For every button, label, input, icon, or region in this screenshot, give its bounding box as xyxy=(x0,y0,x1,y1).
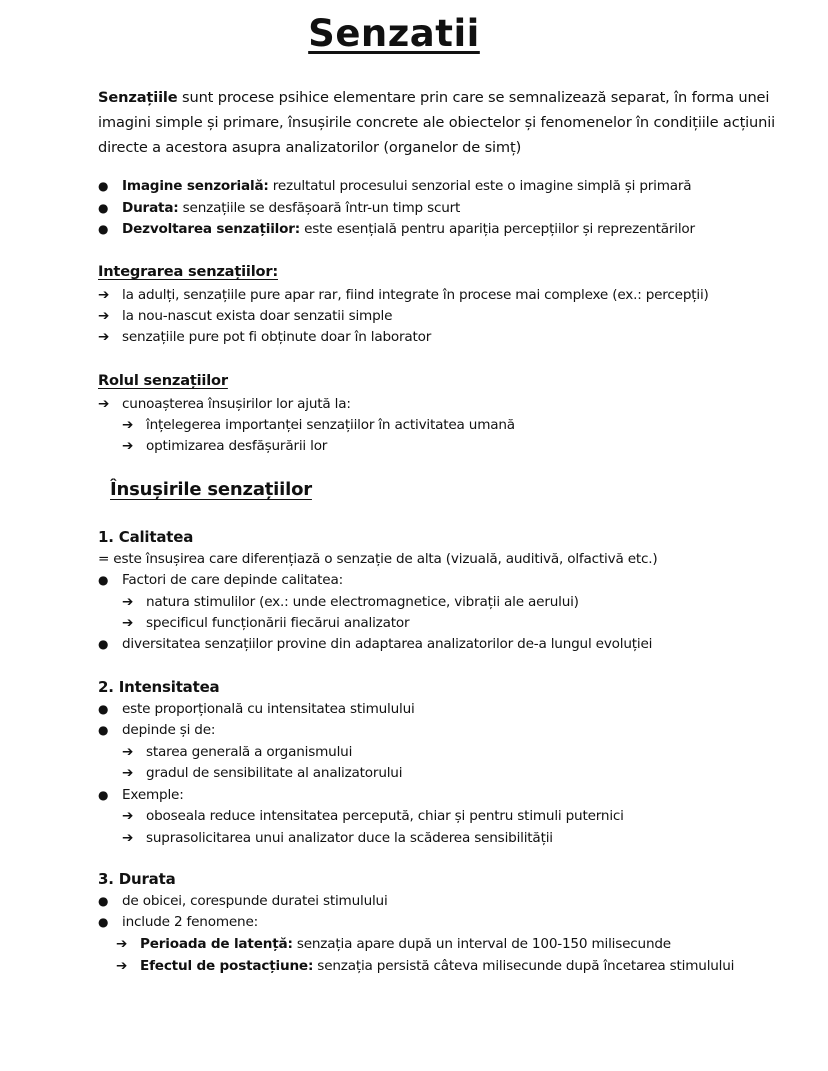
rol-subitem: ➔ optimizarea desfășurării lor xyxy=(122,438,328,454)
bullet-icon: ● xyxy=(98,201,109,215)
integrare-item: ➔ la adulți, senzațiile pure apar rar, fiind integrate în procese mai complexe (ex.: percepții) xyxy=(98,287,709,303)
arrow-icon: ➔ xyxy=(122,808,134,824)
intensitatea-subitem: ➔ starea generală a organismului xyxy=(122,744,353,760)
bullet-icon: ● xyxy=(98,573,109,587)
arrow-icon: ➔ xyxy=(122,594,134,610)
bullet-icon: ● xyxy=(98,637,109,651)
calitatea-definition: = este însușirea care diferențiază o senzație de alta (vizuală, auditivă, olfactivă etc.) xyxy=(98,551,658,567)
arrow-icon: ➔ xyxy=(122,417,134,433)
feature-item: ● Durata: senzațiile se desfășoară într-un timp scurt xyxy=(98,200,461,216)
feature-item: ● Dezvoltarea senzațiilor: este esențială pentru apariția percepțiilor și reprezentărilor xyxy=(98,221,695,237)
arrow-icon: ➔ xyxy=(116,958,128,974)
intensitatea-subitem: ➔ gradul de sensibilitate al analizatorului xyxy=(122,765,403,781)
intro-paragraph xyxy=(98,85,788,160)
arrow-icon: ➔ xyxy=(98,396,110,412)
bullet-icon: ● xyxy=(98,179,109,193)
arrow-icon: ➔ xyxy=(98,308,110,324)
calitatea-subitem: ➔ specificul funcționării fiecărui analizator xyxy=(122,615,410,631)
page-title: Senzatii xyxy=(308,12,480,55)
intensitatea-heading: 2. Intensitatea xyxy=(98,678,220,696)
calitatea-bullet: ● diversitatea senzațiilor provine din adaptarea analizatorilor de-a lungul evoluției xyxy=(98,636,653,652)
durata-bullet: ● de obicei, corespunde duratei stimulului xyxy=(98,893,388,909)
bullet-icon: ● xyxy=(98,915,109,929)
intensitatea-subitem: ➔ oboseala reduce intensitatea percepută, chiar și pentru stimuli puternici xyxy=(122,808,624,824)
rol-item: ➔ cunoașterea însușirilor lor ajută la: xyxy=(98,396,351,412)
integrare-heading: Integrarea senzațiilor: xyxy=(98,263,278,280)
arrow-icon: ➔ xyxy=(98,287,110,303)
integrare-item: ➔ senzațiile pure pot fi obținute doar în laborator xyxy=(98,329,432,345)
intro-text: sunt procese psihice elementare prin care se semnalizează separat, în forma unei imagini simple și primare, însușirile concrete ale obiectelor și fenomenelor în condițiile acțiunii directe a acestora asupra analizatorilor (organelor de simț) xyxy=(98,89,776,156)
durata-heading: 3. Durata xyxy=(98,870,176,888)
intensitatea-bullet: ● depinde și de: xyxy=(98,722,216,738)
arrow-icon: ➔ xyxy=(122,830,134,846)
intensitatea-bullet: ● este proporțională cu intensitatea stimulului xyxy=(98,701,415,717)
rol-subitem: ➔ înțelegerea importanței senzațiilor în activitatea umană xyxy=(122,417,515,433)
arrow-icon: ➔ xyxy=(116,936,128,952)
insusiri-heading: Însușirile senzațiilor xyxy=(110,479,312,500)
arrow-icon: ➔ xyxy=(122,765,134,781)
durata-subitem: ➔ Perioada de latență: senzația apare după un interval de 100-150 milisecunde xyxy=(116,936,671,952)
calitatea-subitem: ➔ natura stimulilor (ex.: unde electromagnetice, vibrații ale aerului) xyxy=(122,594,579,610)
arrow-icon: ➔ xyxy=(122,615,134,631)
rol-heading: Rolul senzațiilor xyxy=(98,372,228,389)
bullet-icon: ● xyxy=(98,222,109,236)
calitatea-heading: 1. Calitatea xyxy=(98,528,194,546)
durata-bullet: ● include 2 fenomene: xyxy=(98,914,258,930)
arrow-icon: ➔ xyxy=(122,438,134,454)
feature-item: ● Imagine senzorială: rezultatul procesului senzorial este o imagine simplă și primară xyxy=(98,178,692,194)
bullet-icon: ● xyxy=(98,723,109,737)
arrow-icon: ➔ xyxy=(98,329,110,345)
calitatea-bullet: ● Factori de care depinde calitatea: xyxy=(98,572,343,588)
bullet-icon: ● xyxy=(98,894,109,908)
intro-term: Senzațiile xyxy=(98,89,178,106)
intensitatea-subitem: ➔ suprasolicitarea unui analizator duce la scăderea sensibilității xyxy=(122,830,553,846)
intensitatea-bullet: ● Exemple: xyxy=(98,787,184,803)
arrow-icon: ➔ xyxy=(122,744,134,760)
bullet-icon: ● xyxy=(98,788,109,802)
integrare-item: ➔ la nou-nascut exista doar senzatii simple xyxy=(98,308,393,324)
bullet-icon: ● xyxy=(98,702,109,716)
durata-subitem: ➔ Efectul de postacțiune: senzația persistă câteva milisecunde după încetarea stimulului xyxy=(116,958,735,974)
